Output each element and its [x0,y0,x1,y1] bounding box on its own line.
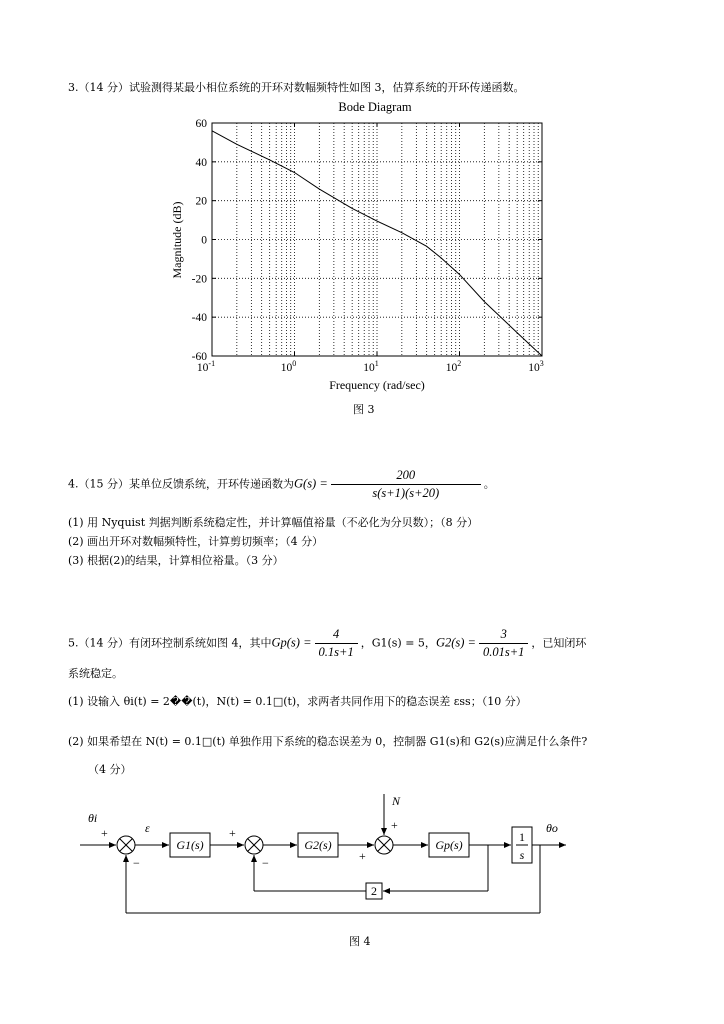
y-tick-label: 0 [201,234,207,247]
g2-label: G2(s) [304,838,332,852]
x-tick-label: $10^3$ [528,359,544,374]
y-tick-label: 40 [195,156,207,169]
sum1-plus: + [101,826,108,840]
g1-label: G1(s) [176,838,204,852]
q4-den: s(s+1)(s+20) [331,484,481,501]
sum2-plus: + [229,826,236,840]
q5-g2-fraction [479,627,528,660]
q5-item-2: (2) 如果希望在 N(t) = 0.1□(t) 单独作用下系统的稳态误差为 0，控制器 G1(s)和 G2(s)应满足什么条件? [68,735,588,748]
q3-text: 3.（14 分）试验测得某最小相位系统的开环对数幅频特性如图 3，估算系统的开环传递函数。 [68,81,525,94]
q5-gp-num: 4 [332,627,340,641]
x-tick-label: $10^2$ [445,359,462,374]
q5-g2-den: 0.01s+1 [479,643,528,660]
chart-grid [212,123,542,356]
x-tick-label: $10^{-1}$ [196,359,216,374]
sum1-minus: − [133,856,140,870]
sum2-minus: − [262,856,269,870]
chart-title: Bode Diagram [338,100,412,114]
q4-item-2: (2) 画出开环对数幅频特性，计算剪切频率；（4 分） [68,535,324,548]
q4-prefix: 4.（15 分）某单位反馈系统，开环传递函数为 [68,477,294,491]
q5-item-1: (1) 设输入 θi(t) = 2��(t)，N(t) = 0.1□(t)，求两者共同作用下的稳态误差 εss；（10 分） [68,695,527,708]
q4-num: 200 [396,468,416,482]
q5-line2: 系统稳定。 [68,667,123,680]
gp-label: Gp(s) [435,838,463,852]
y-tick-label: -40 [191,312,207,325]
integrator-den: s [519,848,525,862]
figure4-caption: 图 4 [349,935,371,948]
q5-g2-num: 3 [500,627,507,641]
q4-suffix: 。 [483,477,495,491]
q5-gp-lhs: Gp(s) = [271,635,312,650]
q5-gp-fraction [315,627,358,660]
q4-lhs: G(s) = [294,476,328,491]
q5-g1: ，G1(s) = 5， [360,636,436,650]
y-tick-label: 60 [195,118,207,130]
q4-item-3: (3) 根据(2)的结果，计算相位裕量。（3 分） [68,554,284,567]
q5-item-2-score: （4 分） [88,763,132,776]
y-tick-label: 20 [195,195,207,208]
integrator-num: 1 [519,830,525,844]
x-tick-label: $10^1$ [363,359,379,374]
q4-statement [68,468,495,501]
x-tick-label: $10^0$ [280,359,297,374]
theta-i-label: θi [88,811,98,825]
q4-fraction [331,468,481,501]
chart-ticks [192,118,544,374]
y-tick-label: -20 [191,273,207,286]
bode-chart [0,95,724,495]
figure3-caption: 图 3 [353,403,375,416]
y-axis-label: Magnitude (dB) [170,201,184,279]
sum3-plus-top: + [391,818,398,832]
q5-prefix: 5.（14 分）有闭环控制系统如图 4，其中 [68,636,272,650]
disturbance-label: N [392,794,401,808]
theta-o-label: θo [546,821,558,835]
block-diagram [0,780,724,925]
x-axis-label: Frequency (rad/sec) [329,378,425,392]
epsilon-label: ε [145,821,150,835]
q5-gp-den: 0.1s+1 [315,643,358,660]
q5-statement [68,627,586,660]
q5-tail: ，已知闭环 [531,636,587,650]
sum3-plus-left: + [359,849,366,863]
q4-item-1: (1) 用 Nyquist 判据判断系统稳定性，并计算幅值裕量（不必化为分贝数）；（8 分） [68,516,479,529]
q5-g2-lhs: G2(s) = [435,635,476,650]
feedback-gain-label: 2 [371,884,377,898]
y-tick-label: -60 [191,351,207,363]
